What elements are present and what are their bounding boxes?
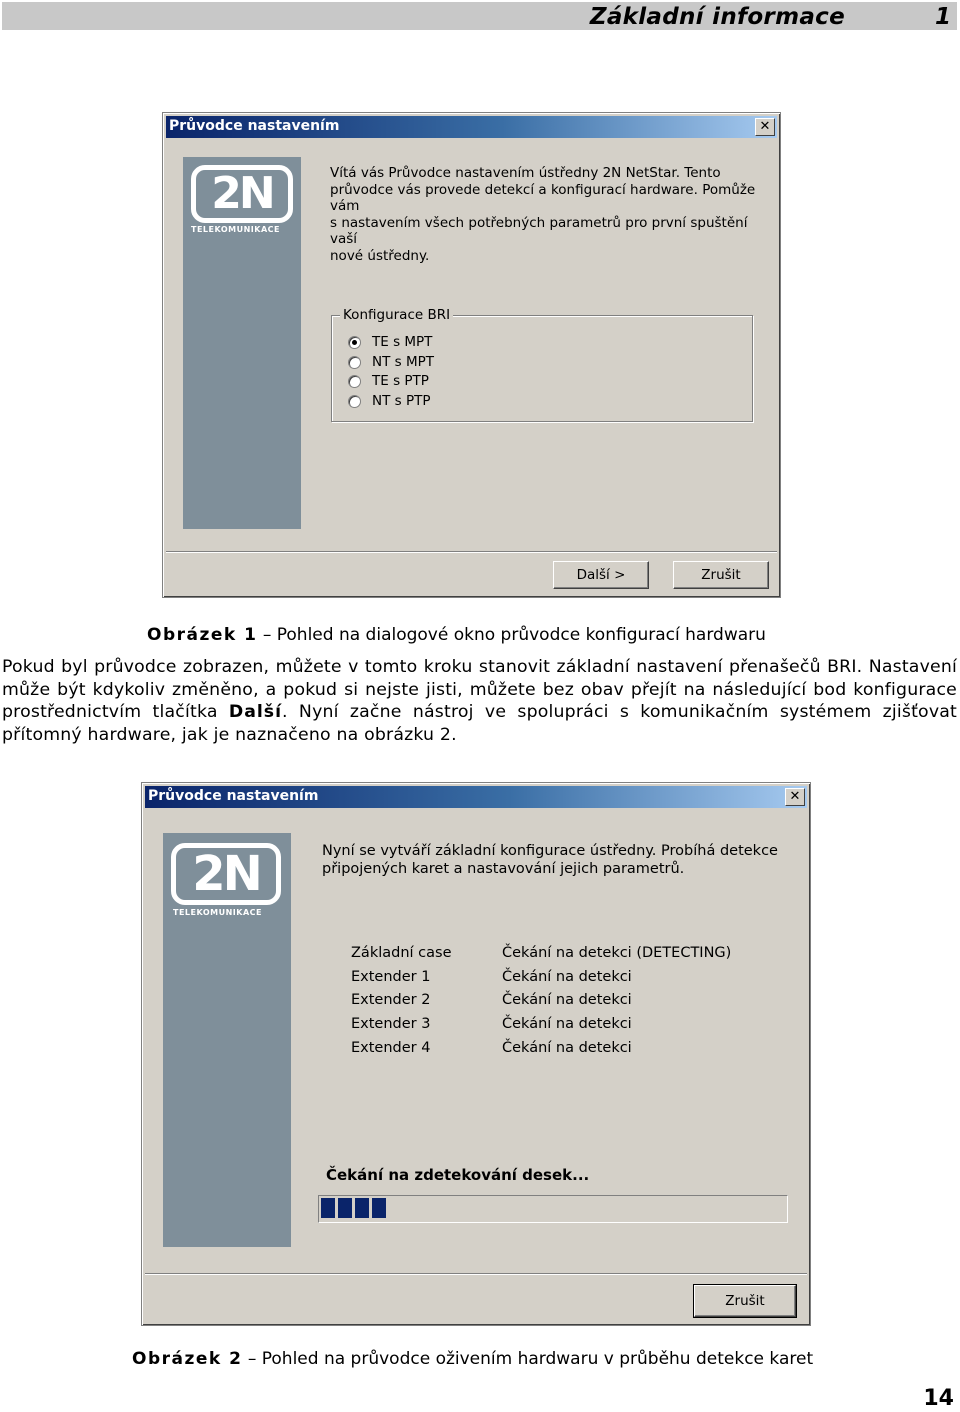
intro-text (322, 842, 792, 878)
progress-block (372, 1198, 386, 1218)
figure-caption-1 (147, 625, 766, 645)
intro-line: s nastavením všech potřebných parametrů pro první spuštění vaší (330, 214, 748, 247)
body-text-part: . Nyní začne nástroj ve spolupráci s komunikačním systémem zjišťovat přítomný hardware, jak je naznačeno na obrázku 2. (2, 702, 958, 745)
radio-button[interactable] (348, 356, 361, 369)
side-panel (163, 833, 291, 1247)
logo-subtitle: TELEKOMUNIKACE (173, 908, 262, 917)
radio-label: TE s PTP (372, 373, 429, 389)
2n-logo: 2N (171, 843, 281, 905)
title-bar (145, 786, 807, 808)
detection-status-label: Čekání na zdetekování desek... (326, 1166, 590, 1184)
close-button[interactable]: ✕ (785, 788, 805, 806)
intro-text (330, 165, 770, 264)
card-status: Čekání na detekci (502, 1016, 632, 1032)
radio-label: TE s MPT (372, 334, 433, 350)
caption-dash: – (262, 625, 272, 645)
radio-button[interactable] (348, 336, 361, 349)
cancel-button[interactable]: Zrušit (694, 1285, 796, 1317)
cancel-button[interactable]: Zrušit (673, 561, 769, 589)
card-name: Základní case (351, 945, 452, 961)
page-header (2, 2, 957, 30)
intro-line: Nyní se vytváří základní konfigurace ústředny. Probíhá detekce (322, 843, 778, 859)
intro-line: průvodce vás provede detekcí a konfigurací hardware. Pomůže vám (330, 181, 756, 214)
radio-label: NT s PTP (372, 393, 431, 409)
next-button[interactable]: Další > (553, 561, 649, 589)
dialog-title: Průvodce nastavením (169, 118, 340, 134)
progress-block (338, 1198, 352, 1218)
intro-line: Vítá vás Průvodce nastavením ústředny 2N NetStar. Tento (330, 165, 721, 181)
card-status: Čekání na detekci (502, 992, 632, 1008)
page-number: 14 (923, 1386, 954, 1411)
header-title: Základní informace (589, 4, 845, 30)
dialog-title: Průvodce nastavením (148, 788, 319, 804)
caption-dash: – (247, 1349, 257, 1369)
card-status: Čekání na detekci (DETECTING) (502, 945, 732, 961)
body-paragraph (2, 656, 957, 746)
progress-block (321, 1198, 335, 1218)
footer-separator (145, 1273, 807, 1275)
radio-label: NT s MPT (372, 354, 434, 370)
card-status: Čekání na detekci (502, 1040, 632, 1056)
caption-label: Obrázek 1 (147, 625, 258, 645)
caption-text: Pohled na průvodce oživením hardwaru v průběhu detekce karet (261, 1349, 814, 1369)
card-name: Extender 3 (351, 1016, 431, 1032)
logo-subtitle: TELEKOMUNIKACE (191, 225, 280, 234)
wizard-dialog-2 (141, 782, 811, 1326)
close-button[interactable]: ✕ (755, 118, 775, 136)
2n-logo: 2N (191, 165, 293, 223)
chapter-number: 1 (934, 4, 951, 30)
card-status: Čekání na detekci (502, 969, 632, 985)
body-text-bold: Další (228, 702, 283, 722)
card-name: Extender 1 (351, 969, 431, 985)
footer-separator (166, 551, 777, 553)
detection-progress-bar (318, 1195, 788, 1223)
wizard-dialog-1 (162, 112, 781, 598)
intro-line: připojených karet a nastavování jejich parametrů. (322, 861, 685, 877)
caption-label: Obrázek 2 (132, 1349, 243, 1369)
figure-caption-2 (132, 1349, 813, 1369)
radio-button[interactable] (348, 375, 361, 388)
card-name: Extender 2 (351, 992, 431, 1008)
intro-line: nové ústředny. (330, 247, 430, 264)
card-name: Extender 4 (351, 1040, 431, 1056)
progress-block (355, 1198, 369, 1218)
caption-text: Pohled na dialogové okno průvodce konfigurací hardwaru (276, 625, 766, 645)
title-bar (166, 116, 777, 138)
body-text-part: Pokud byl průvodce zobrazen, můžete v tomto kroku stanovit základní nastavení přenašečů BRI. Nastavení může být kdykoliv změněno, a pokud si nejste jisti, můžete bez obav přejít na následující bod konfigurace prostřednictvím tlačítka (2, 657, 957, 722)
side-panel (183, 157, 301, 529)
radio-button[interactable] (348, 395, 361, 408)
group-label: Konfigurace BRI (340, 307, 453, 323)
